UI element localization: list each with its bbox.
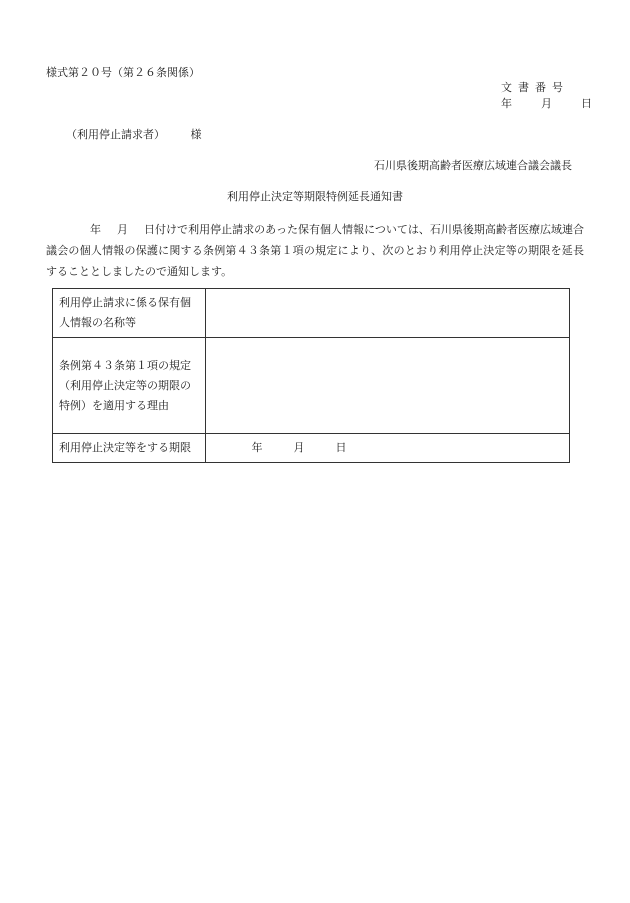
recipient-name: （利用停止請求者） (66, 128, 165, 141)
deadline-day: 日 (335, 441, 347, 454)
document-title: 利用停止決定等期限特例延長通知書 (227, 190, 403, 203)
info-table (52, 288, 570, 463)
body-month: 月 (117, 223, 129, 236)
table-value-reason (206, 338, 570, 434)
deadline-year: 年 (251, 441, 263, 454)
table-row (53, 338, 570, 434)
table-row (53, 434, 570, 463)
deadline-month: 月 (293, 441, 305, 454)
issue-date-day: 日 (581, 97, 592, 110)
issuer: 石川県後期高齢者医療広域連合議会議長 (374, 159, 572, 172)
body-paragraph (46, 219, 584, 282)
body-text: 日付けで利用停止請求のあった保有個人情報については、石川県後期高齢者医療広域連合議会の個人情報の保護に関する条例第４３条第１項の規定により、次のとおり利用停止決定等の期限を延長することとしましたので通知します。 (46, 223, 584, 278)
table-label-reason: 条例第４３条第１項の規定（利用停止決定等の期限の特例）を適用する理由 (53, 338, 206, 434)
issue-date (501, 97, 592, 110)
form-number: 様式第２０号（第２６条関係） (46, 66, 200, 79)
table-label-deadline: 利用停止決定等をする期限 (53, 434, 206, 463)
issue-date-month: 月 (541, 97, 552, 110)
recipient-honorific: 様 (190, 128, 202, 141)
table-label-info-name: 利用停止請求に係る保有個人情報の名称等 (53, 289, 206, 338)
body-year: 年 (90, 223, 102, 236)
table-row (53, 289, 570, 338)
table-value-info-name (206, 289, 570, 338)
recipient (66, 128, 202, 141)
table-value-deadline (206, 434, 570, 463)
document-number-label: 文書番号 (501, 81, 569, 94)
issue-date-year: 年 (501, 97, 512, 110)
